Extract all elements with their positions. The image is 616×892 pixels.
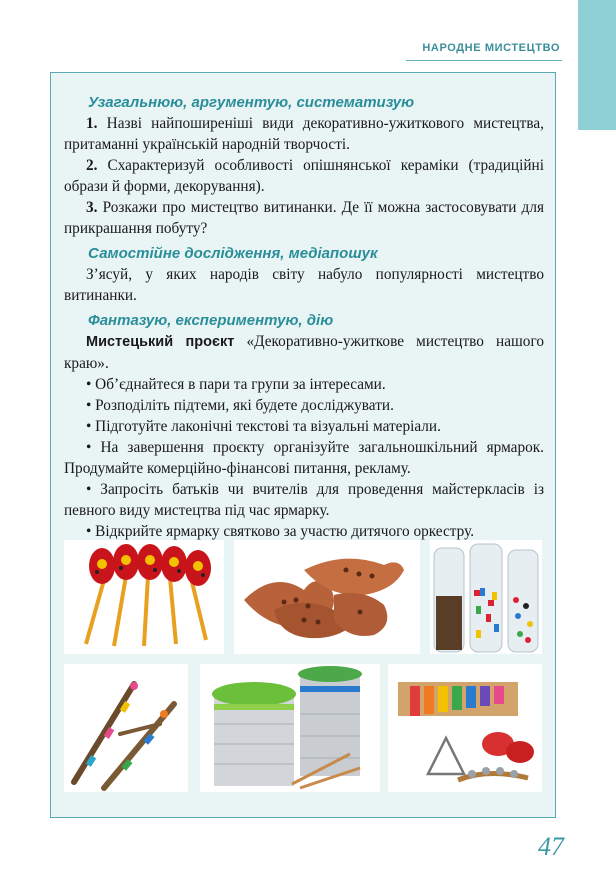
project-bullet: • Розподіліть підтеми, які будете досліджувати. <box>86 397 394 414</box>
project-bullet: • Підготуйте лаконічні текстові та візуальні матеріали. <box>86 418 441 435</box>
project-bullet: • Запросіть батьків чи вчителів для проведення майстеркласів із певного виду мистецтва під час ярмарку. <box>64 481 544 519</box>
question-3 <box>64 197 544 239</box>
question-number: 1. <box>86 115 98 132</box>
project-bullet: • Об’єднайтеся в пари та групи за інтересами. <box>86 376 386 393</box>
photo-clay-ocarinas <box>234 540 420 654</box>
section-title-research: Самостійне дослідження, медіапошук <box>88 245 378 262</box>
question-text: Назві найпоширеніші види декоративно-ужиткового мистецтва, притаманні українській народній творчості. <box>64 115 544 153</box>
question-text: Розкажи про мистецтво витинанки. Де її можна застосовувати для прикрашання побуту? <box>64 199 544 237</box>
photo-xylophone-triangle-castanets <box>388 664 542 792</box>
task-text <box>64 88 544 542</box>
header-title: НАРОДНЕ МИСТЕЦТВО <box>422 42 560 54</box>
question-number: 2. <box>86 157 98 174</box>
project-title: «Декоративно-ужиткове мистецтво нашого краю». <box>64 333 544 372</box>
question-text: Схарактеризуй особливості опішнянської кераміки (традиційні образи й форми, декорування). <box>64 157 544 195</box>
corner-tab <box>578 0 616 130</box>
question-2 <box>64 155 544 197</box>
photo-bottle-shakers <box>430 540 542 654</box>
question-1 <box>64 113 544 155</box>
header-divider <box>406 60 562 61</box>
photo-painted-spoons <box>64 540 224 654</box>
section-title-fantasize: Фантазую, експериментую, дію <box>88 312 334 329</box>
research-text: З’ясуй, у яких народів світу набуло популярності мистецтво витинанки. <box>64 266 544 304</box>
project-intro <box>64 331 544 374</box>
project-bullet: • На завершення проєкту організуйте загальношкільний ярмарок. Продумайте комерційно-фінансові питання, рекламу. <box>64 439 544 477</box>
project-label: Мистецький проєкт <box>86 334 235 350</box>
photo-tin-can-drums <box>200 664 380 792</box>
photo-decorated-sticks <box>64 664 188 792</box>
page-number: 47 <box>538 832 564 861</box>
question-number: 3. <box>86 199 98 216</box>
project-bullet: • Відкрийте ярмарку святково за участю дитячого оркестру. <box>86 523 475 540</box>
section-title-generalize: Узагальнюю, аргументую, систематизую <box>88 94 415 111</box>
